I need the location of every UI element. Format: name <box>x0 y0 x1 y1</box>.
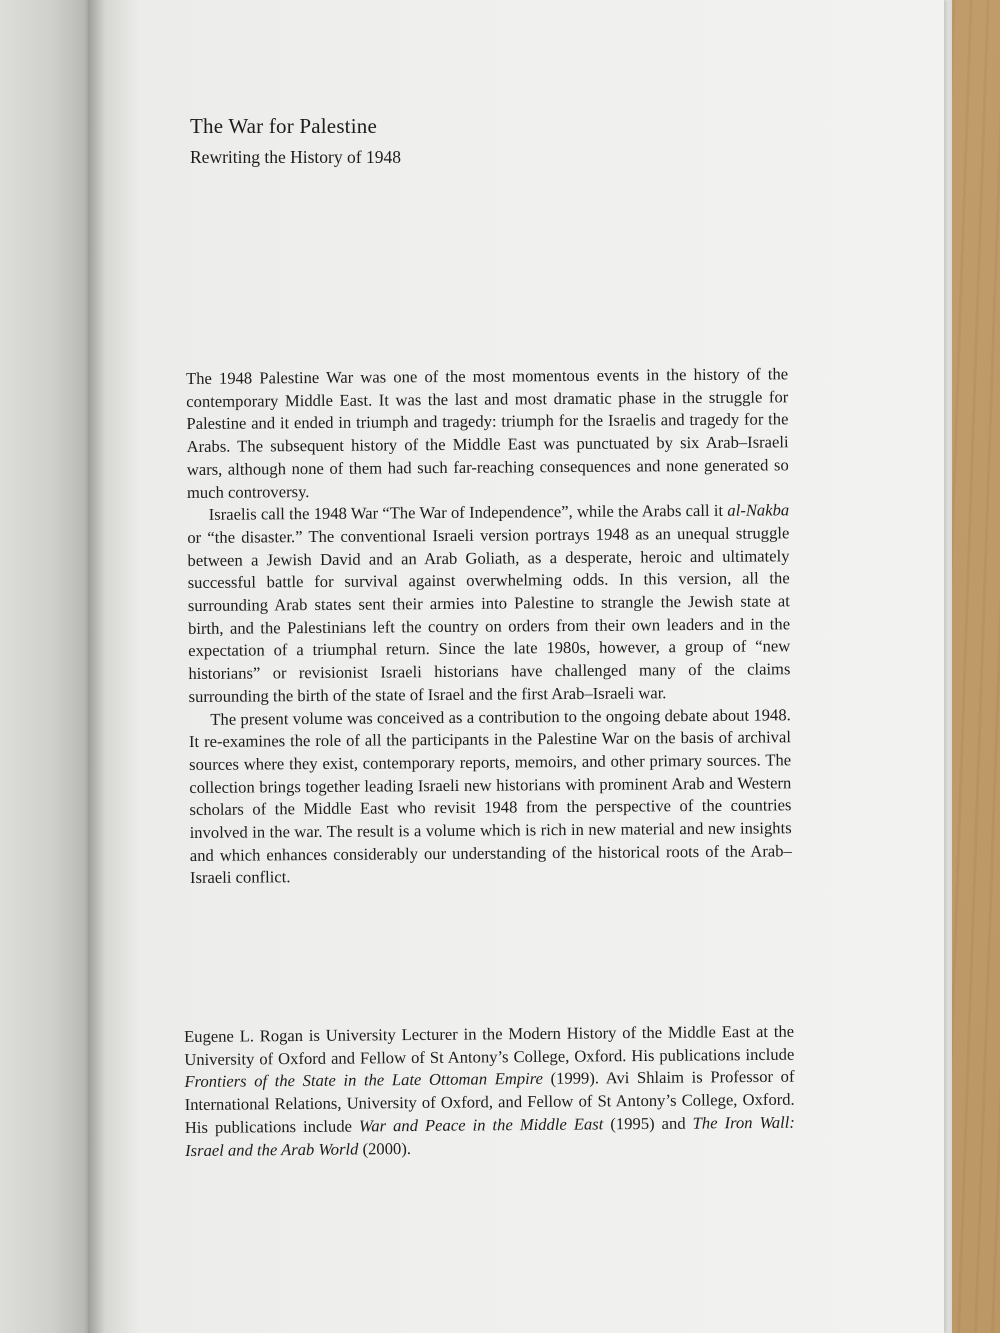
bio-text-1: Eugene L. Rogan is University Lecturer in the Modern History of the Middle East at the University of Oxford and Fellow of St Antony’s College, Oxford. His publications include <box>184 1021 795 1069</box>
book-subtitle: Rewriting the History of 1948 <box>190 147 401 167</box>
description-paragraph-3: The present volume was conceived as a contribution to the ongoing debate about 1948. It re-examines the role of all the participants in the Palestine War on the basis of archival sources where they exist, contemporary reports, memoirs, and other primary sources. The collection brings together leading Israeli new historians with prominent Arab and Western scholars of the Middle East who revisit 1948 from the perspective of the countries involved in the war. The result is a volume which is rich in new material and new insights and which enhances considerably our understanding of the historical roots of the Arab–Israeli conflict. <box>188 704 792 888</box>
bio-book-title-1: Frontiers of the State in the Late Ottoman Empire <box>184 1069 544 1092</box>
p2-italic-term: al-Nakba <box>727 500 790 520</box>
bio-text-3: (1995) and <box>603 1113 693 1134</box>
author-bio-paragraph <box>184 1021 795 1163</box>
p2-text-a: Israelis call the 1948 War “The War of Independence”, while the Arabs call it <box>208 500 728 525</box>
author-bio <box>184 1021 795 1163</box>
bio-text-2: (1999). Avi Shlaim is Professor of International Relations, University of Oxford, and Fellow of St Antony’s College, Oxford. His publications include <box>184 1067 795 1137</box>
p2-text-b: or “the disaster.” The conventional Israeli version portrays 1948 as an unequal struggle between a Jewish David and an Arab Goliath, as a desperate, heroic and ultimately successful battle for survival against overwhelming odds. In this version, all the surrounding Arab states sent their armies into Palestine to strangle the Jewish state at birth, and the Palestinians left the country on orders from their own leaders and in the expectation of a triumphal return. Since the late 1980s, however, a group of “new historians” or revisionist Israeli historians have challenged many of the claims surrounding the birth of the state of Israel and the first Arab–Israeli war. <box>187 523 791 706</box>
bio-text-4: (2000). <box>358 1138 412 1158</box>
book-description <box>186 363 792 890</box>
book-title: The War for Palestine <box>190 114 377 138</box>
bio-book-title-2: War and Peace in the Middle East <box>358 1114 604 1136</box>
description-paragraph-1: The 1948 Palestine War was one of the most momentous events in the history of the contemporary Middle East. It was the last and most dramatic phase in the struggle for Palestine and it ended in triumph and tragedy: triumph for the Israelis and tragedy for the Arabs. The subsequent history of the Middle East was punctuated by six Arab–Israeli wars, although none of them had such far-reaching consequences and none generated so much controversy. <box>186 364 789 502</box>
bio-book-title-3: The Iron Wall: Israel and the Arab World <box>184 1112 795 1160</box>
facing-page-edge <box>0 0 95 1333</box>
description-paragraph-2 <box>187 499 791 708</box>
